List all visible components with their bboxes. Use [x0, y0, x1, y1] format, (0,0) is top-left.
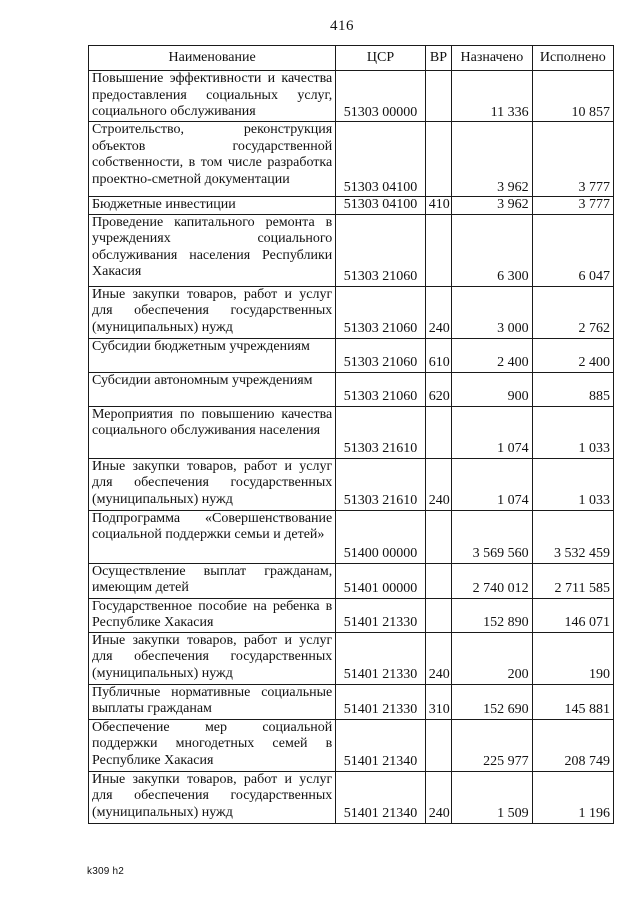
row-executed: 2 711 585: [532, 563, 613, 598]
row-assigned: 3 569 560: [452, 510, 532, 563]
row-assigned: 1 509: [452, 771, 532, 823]
row-executed: 2 762: [532, 286, 613, 338]
table-header-row: [89, 46, 614, 71]
row-csr: 51401 21330: [336, 598, 426, 632]
row-assigned: 1 074: [452, 406, 532, 458]
row-name: Иные закупки товаров, работ и услуг для обеспечения государственных (муниципальных) нужд: [89, 286, 336, 338]
row-assigned: 152 890: [452, 598, 532, 632]
row-name: Иные закупки товаров, работ и услуг для обеспечения государственных (муниципальных) нужд: [89, 458, 336, 510]
row-assigned: 11 336: [452, 71, 532, 122]
row-vr: [425, 598, 451, 632]
row-executed: 208 749: [532, 719, 613, 771]
header-name: Наименование: [89, 46, 336, 71]
row-vr: 240: [425, 632, 451, 684]
row-assigned: 225 977: [452, 719, 532, 771]
row-vr: 620: [425, 372, 451, 406]
row-name: Публичные нормативные социальные выплаты гражданам: [89, 684, 336, 719]
row-name: Строительство, реконструкция объектов государственной собственности, в том числе разработка проектно-сметной документации: [89, 122, 336, 197]
row-name: Повышение эффективности и качества предоставления социальных услуг, социального обслуживания: [89, 71, 336, 122]
budget-table: [88, 45, 614, 824]
row-assigned: 2 400: [452, 338, 532, 372]
row-vr: 240: [425, 458, 451, 510]
row-name: Субсидии автономным учреждениям: [89, 372, 336, 406]
row-csr: 51303 00000: [336, 71, 426, 122]
row-csr: 51303 21060: [336, 214, 426, 286]
row-vr: [425, 406, 451, 458]
row-vr: [425, 719, 451, 771]
row-csr: 51303 21610: [336, 458, 426, 510]
row-assigned: 3 000: [452, 286, 532, 338]
row-executed: 146 071: [532, 598, 613, 632]
row-vr: [425, 71, 451, 122]
table-row: [89, 771, 614, 823]
table-row: [89, 563, 614, 598]
table-row: [89, 338, 614, 372]
table-row: [89, 122, 614, 197]
row-assigned: 1 074: [452, 458, 532, 510]
row-csr: 51401 21330: [336, 684, 426, 719]
header-executed: Исполнено: [532, 46, 613, 71]
row-csr: 51303 21060: [336, 286, 426, 338]
row-csr: 51303 04100: [336, 122, 426, 197]
table-row: [89, 406, 614, 458]
row-executed: 190: [532, 632, 613, 684]
row-csr: 51401 00000: [336, 563, 426, 598]
row-executed: 1 033: [532, 406, 613, 458]
table-row: [89, 286, 614, 338]
row-name: Государственное пособие на ребенка в Республике Хакасия: [89, 598, 336, 632]
page-number: 416: [330, 18, 354, 34]
row-executed: 145 881: [532, 684, 613, 719]
row-csr: 51400 00000: [336, 510, 426, 563]
table-row: [89, 372, 614, 406]
footer-document-code: k309 h2: [87, 866, 124, 877]
row-vr: [425, 122, 451, 197]
table-row: [89, 214, 614, 286]
row-vr: 610: [425, 338, 451, 372]
row-name: Мероприятия по повышению качества социального обслуживания населения: [89, 406, 336, 458]
row-name: Иные закупки товаров, работ и услуг для обеспечения государственных (муниципальных) нужд: [89, 771, 336, 823]
table-row: [89, 197, 614, 215]
row-assigned: 2 740 012: [452, 563, 532, 598]
row-vr: [425, 214, 451, 286]
table-row: [89, 598, 614, 632]
row-assigned: 6 300: [452, 214, 532, 286]
row-csr: 51401 21340: [336, 719, 426, 771]
row-assigned: 152 690: [452, 684, 532, 719]
row-executed: 3 777: [532, 197, 613, 215]
row-assigned: 200: [452, 632, 532, 684]
row-assigned: 3 962: [452, 122, 532, 197]
row-executed: 885: [532, 372, 613, 406]
row-executed: 3 532 459: [532, 510, 613, 563]
row-assigned: 3 962: [452, 197, 532, 215]
header-assigned: Назначено: [452, 46, 532, 71]
row-vr: [425, 510, 451, 563]
table-row: [89, 458, 614, 510]
row-assigned: 900: [452, 372, 532, 406]
row-executed: 1 196: [532, 771, 613, 823]
table-row: [89, 510, 614, 563]
header-csr: ЦСР: [336, 46, 426, 71]
row-name: Иные закупки товаров, работ и услуг для обеспечения государственных (муниципальных) нужд: [89, 632, 336, 684]
table-row: [89, 71, 614, 122]
row-vr: 410: [425, 197, 451, 215]
row-executed: 3 777: [532, 122, 613, 197]
row-name: Осуществление выплат гражданам, имеющим детей: [89, 563, 336, 598]
row-csr: 51401 21340: [336, 771, 426, 823]
row-executed: 1 033: [532, 458, 613, 510]
row-vr: 310: [425, 684, 451, 719]
row-vr: 240: [425, 286, 451, 338]
table-row: [89, 684, 614, 719]
row-csr: 51303 04100: [336, 197, 426, 215]
row-executed: 6 047: [532, 214, 613, 286]
row-name: Подпрограмма «Совершенствование социальной поддержки семьи и детей»: [89, 510, 336, 563]
table-row: [89, 719, 614, 771]
header-vr: ВР: [425, 46, 451, 71]
row-name: Обеспечение мер социальной поддержки многодетных семей в Республике Хакасия: [89, 719, 336, 771]
row-csr: 51303 21610: [336, 406, 426, 458]
row-vr: 240: [425, 771, 451, 823]
row-vr: [425, 563, 451, 598]
row-executed: 2 400: [532, 338, 613, 372]
row-executed: 10 857: [532, 71, 613, 122]
row-csr: 51401 21330: [336, 632, 426, 684]
row-csr: 51303 21060: [336, 338, 426, 372]
row-csr: 51303 21060: [336, 372, 426, 406]
row-name: Бюджетные инвестиции: [89, 197, 336, 215]
row-name: Субсидии бюджетным учреждениям: [89, 338, 336, 372]
row-name: Проведение капитального ремонта в учреждениях социального обслуживания населения Республики Хакасия: [89, 214, 336, 286]
table-row: [89, 632, 614, 684]
